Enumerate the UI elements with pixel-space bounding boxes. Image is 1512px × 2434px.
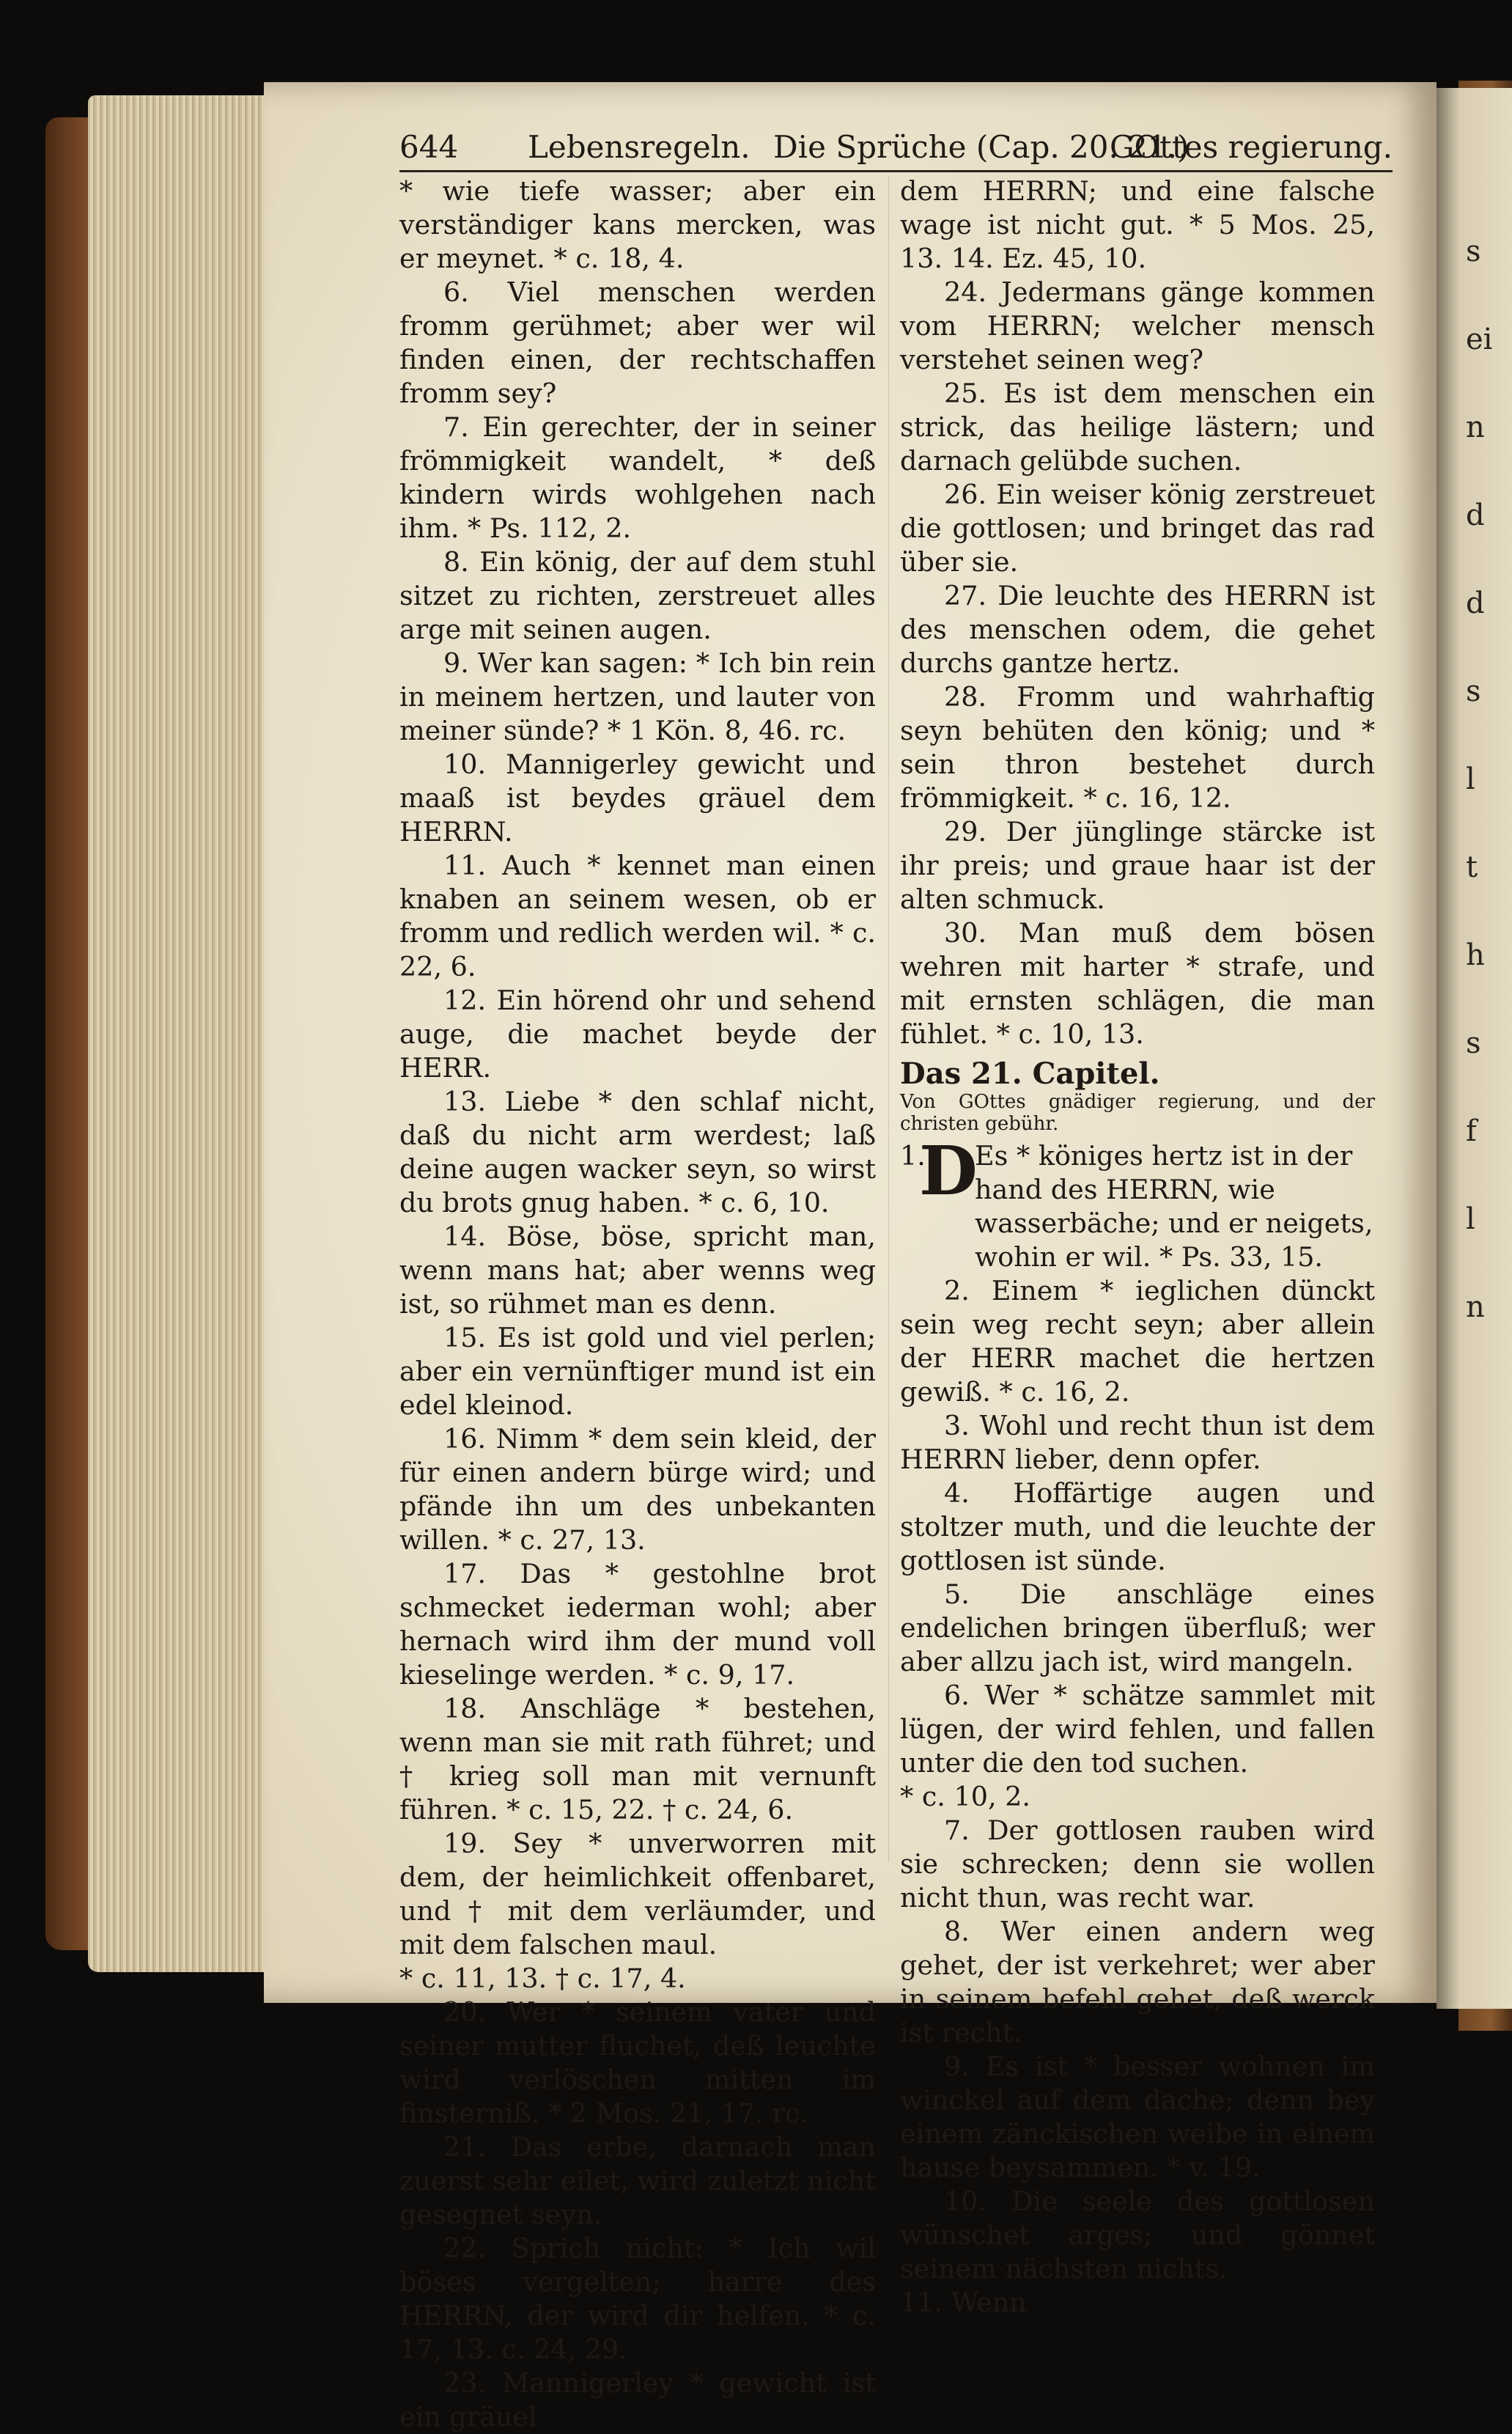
chapter-heading: Das 21. Capitel. xyxy=(900,1056,1160,1091)
verse: 15. Es ist gold und viel perlen; aber ein vernünftiger mund ist ein edel kleinod. xyxy=(399,1322,876,1421)
verse: 3. Wohl und recht thun ist dem HERRN lieber, denn opfer. xyxy=(900,1410,1375,1475)
verse: 29. Der jünglinge stärcke ist ihr preis; und graue haar ist der alten schmuck. xyxy=(900,816,1375,915)
right-running-title: GOttes regierung. xyxy=(1109,129,1393,165)
facing-page-fragment: l xyxy=(1466,1202,1475,1236)
verse: 24. Jedermans gänge kommen vom HERRN; welcher mensch verstehet seinen weg? xyxy=(900,276,1375,375)
verse-number: 1. xyxy=(900,1140,926,1172)
chapter-opening-verse xyxy=(900,1131,1375,1274)
verse: 6. Wer * schätze sammlet mit lügen, der wird fehlen, und fallen unter die den tod suchen. xyxy=(900,1680,1375,1779)
facing-page-fragment: s xyxy=(1466,674,1481,708)
verse: 11. Auch * kennet man einen knaben an seinem wesen, ob er fromm und redlich werden wil. * c. 22, 6. xyxy=(399,850,876,982)
verse: 10. Mannigerley gewicht und maaß ist beydes gräuel dem HERRN. xyxy=(399,749,876,848)
running-header xyxy=(399,126,1393,172)
continued-verse: * wie tiefe wasser; aber ein verständiger kans mercken, was er meynet. * c. 18, 4. xyxy=(399,175,876,274)
verse: 26. Ein weiser könig zerstreuet die gottlosen; und bringet das rad über sie. xyxy=(900,479,1375,578)
verse: 9. Es ist * besser wohnen im winckel auf dem dache; denn bey einem zänckischen weibe in einem hause beysammen. * v. 19. xyxy=(900,2051,1375,2183)
chapter-summary: Von GOttes gnädiger regierung, und der christen gebühr. xyxy=(900,1091,1375,1135)
verse: 7. Ein gerechter, der in seiner frömmigkeit wandelt, * deß kindern wirds wohlgehen nach ihm. * Ps. 112, 2. xyxy=(399,411,876,544)
verse: 2. Einem * ieglichen dünckt sein weg recht seyn; aber allein der HERR machet die hertzen gewiß. * c. 16, 2. xyxy=(900,1275,1375,1408)
facing-page-fragment: s xyxy=(1466,235,1481,268)
verse: 23. Mannigerley * gewicht ist ein gräuel xyxy=(399,2367,876,2433)
facing-page-fragment: f xyxy=(1466,1114,1477,1148)
verse: 20. Wer * seinem vater und seiner mutter fluchet, deß leuchte wird verlöschen mitten im finsterniß. * 2 Mos. 21, 17. rc. xyxy=(399,1996,876,2129)
verse: 7. Der gottlosen rauben wird sie schrecken; denn sie wollen nicht thun, was recht war. xyxy=(900,1815,1375,1913)
cross-reference: * c. 10, 2. xyxy=(900,1781,1030,1812)
page-number: 644 xyxy=(399,129,459,165)
verse: 9. Wer kan sagen: * Ich bin rein in meinem hertzen, und lauter von meiner sünde? * 1 Kön. 8, 46. rc. xyxy=(399,647,876,746)
center-title: Die Sprüche (Cap. 20. 21.) xyxy=(773,129,1190,165)
verse: 4. Hoffärtige augen und stoltzer muth, und die leuchte der gottlosen ist sünde. xyxy=(900,1477,1375,1576)
left-running-title: Lebensregeln. xyxy=(528,129,751,165)
verse-text: Es * königes hertz ist in der hand des HERRN, wie wasserbäche; und er neigets, wohin er wil. * Ps. 33, 15. xyxy=(975,1140,1373,1273)
cross-reference: * c. 11, 13. † c. 17, 4. xyxy=(399,1963,686,1994)
verse: 21. Das erbe, darnach man zuerst sehr eilet, wird zuletzt nicht gesegnet seyn. xyxy=(399,2131,876,2230)
verse: 13. Liebe * den schlaf nicht, daß du nicht arm werdest; laß deine augen wacker seyn, so wirst du brots gnug haben. * c. 6, 10. xyxy=(399,1086,876,1218)
left-column xyxy=(399,174,876,2434)
column-gutter xyxy=(888,176,889,1862)
catchword: 11. Wenn xyxy=(900,2287,1027,2318)
verse: 22. Sprich nicht: * Ich wil böses vergelten; harre des HERRN, der wird dir helfen. * c. 17, 13. c. 24, 29. xyxy=(399,2232,876,2365)
facing-page-fragment: s xyxy=(1466,1026,1481,1060)
verse: 12. Ein hörend ohr und sehend auge, die machet beyde der HERR. xyxy=(399,985,876,1084)
verse: 8. Wer einen andern weg gehet, der ist verkehret; wer aber in seinem befehl gehet, deß werck ist recht. xyxy=(900,1916,1375,2048)
facing-page-fragment: h xyxy=(1466,938,1485,972)
facing-page-fragment: l xyxy=(1466,762,1475,796)
continued-verse: dem HERRN; und eine falsche wage ist nicht gut. * 5 Mos. 25, 13. 14. Ez. 45, 10. xyxy=(900,175,1375,274)
facing-page-fragment: d xyxy=(1466,499,1485,532)
facing-page-fragment: n xyxy=(1466,411,1485,444)
verse: 18. Anschläge * bestehen, wenn man sie mit rath führet; und † krieg soll man mit vernunft führen. * c. 15, 22. † c. 24, 6. xyxy=(399,1693,876,1826)
verse: 25. Es ist dem menschen ein strick, das heilige lästern; und darnach gelübde suchen. xyxy=(900,378,1375,477)
facing-page-fragment: n xyxy=(1466,1290,1485,1324)
verse: 16. Nimm * dem sein kleid, der für einen andern bürge wird; und pfände ihn um des unbekanten willen. * c. 27, 13. xyxy=(399,1423,876,1556)
facing-page-fragment: d xyxy=(1466,587,1485,620)
page-edges xyxy=(88,95,286,1972)
verse: 30. Man muß dem bösen wehren mit harter * strafe, und mit ernsten schlägen, die man fühlet. * c. 10, 13. xyxy=(900,917,1375,1050)
verse: 28. Fromm und wahrhaftig seyn behüten den könig; und * sein thron bestehet durch frömmigkeit. * c. 16, 12. xyxy=(900,681,1375,814)
verse: 6. Viel menschen werden fromm gerühmet; aber wer wil finden einen, der rechtschaffen fromm sey? xyxy=(399,276,876,409)
verse: 17. Das * gestohlne brot schmecket iederman wohl; aber hernach wird ihm der mund voll kieselinge werden. * c. 9, 17. xyxy=(399,1558,876,1691)
verse: 5. Die anschläge eines endelichen bringen überfluß; wer aber allzu jach ist, wird mangeln. xyxy=(900,1578,1375,1677)
verse: 14. Böse, böse, spricht man, wenn mans hat; aber wenns weg ist, so rühmet man es denn. xyxy=(399,1221,876,1320)
verse: 10. Die seele des gottlosen wünschet arges; und gönnet seinem nächsten nichts. xyxy=(900,2185,1375,2284)
verse: 8. Ein könig, der auf dem stuhl sitzet zu richten, zerstreuet alles arge mit seinen augen. xyxy=(399,546,876,645)
drop-cap-initial: D xyxy=(919,1131,978,1210)
facing-page-fragment: t xyxy=(1466,850,1478,884)
verse: 19. Sey * unverworren mit dem, der heimlichkeit offenbaret, und † mit dem verläumder, und mit dem falschen maul. xyxy=(399,1828,876,1960)
facing-page-edge xyxy=(1437,88,1512,2009)
facing-page-fragment: ei xyxy=(1466,323,1493,356)
verse: 27. Die leuchte des HERRN ist des menschen odem, die gehet durchs gantze hertz. xyxy=(900,580,1375,679)
right-column xyxy=(900,174,1375,2320)
